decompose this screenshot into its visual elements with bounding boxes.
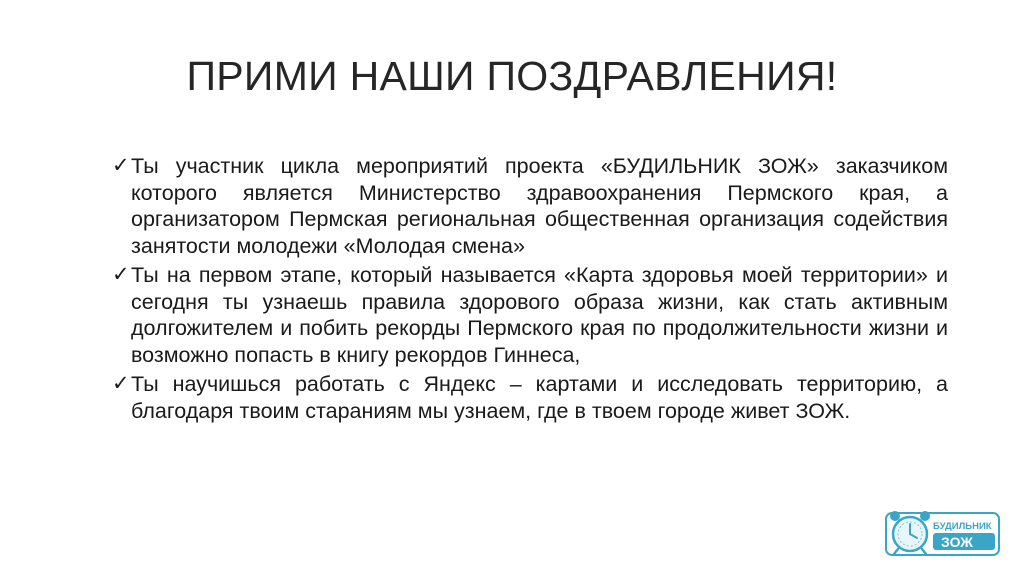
- budilnik-zozh-logo: [885, 507, 1001, 557]
- checkmark-icon: ✓: [112, 372, 130, 395]
- bullet-text: Ты научишься работать с Яндекс – картами и исследовать территорию, а благодаря твоим стараниям мы узнаем, где в твоем городе живет ЗОЖ.: [131, 372, 948, 423]
- bullet-list: [112, 153, 948, 427]
- bullet-text: Ты участник цикла мероприятий проекта «БУДИЛЬНИК ЗОЖ» заказчиком которого является Министерство здравоохранения Пермского края, а организатором Пермская региональная общественная организация содействия занятости молодежи «Молодая смена»: [131, 154, 948, 258]
- bullet-item: [112, 153, 948, 259]
- bullet-text: Ты на первом этапе, который называется «Карта здоровья моей территории» и сегодня ты узнаешь правила здорового образа жизни, как стать активным долгожителем и побить рекорды Пермского края по продолжительности жизни и возможно попасть в книгу рекордов Гиннеса,: [131, 263, 948, 367]
- bullet-item: [112, 371, 948, 424]
- slide-title: ПРИМИ НАШИ ПОЗДРАВЛЕНИЯ!: [186, 53, 838, 99]
- alarm-clock-logo-icon: [885, 507, 1001, 557]
- checkmark-icon: ✓: [112, 263, 130, 286]
- logo-text-line1: БУДИЛЬНИК: [933, 521, 992, 532]
- checkmark-icon: ✓: [112, 154, 130, 177]
- logo-text-line2: ЗОЖ: [941, 534, 973, 550]
- bullet-item: [112, 262, 948, 368]
